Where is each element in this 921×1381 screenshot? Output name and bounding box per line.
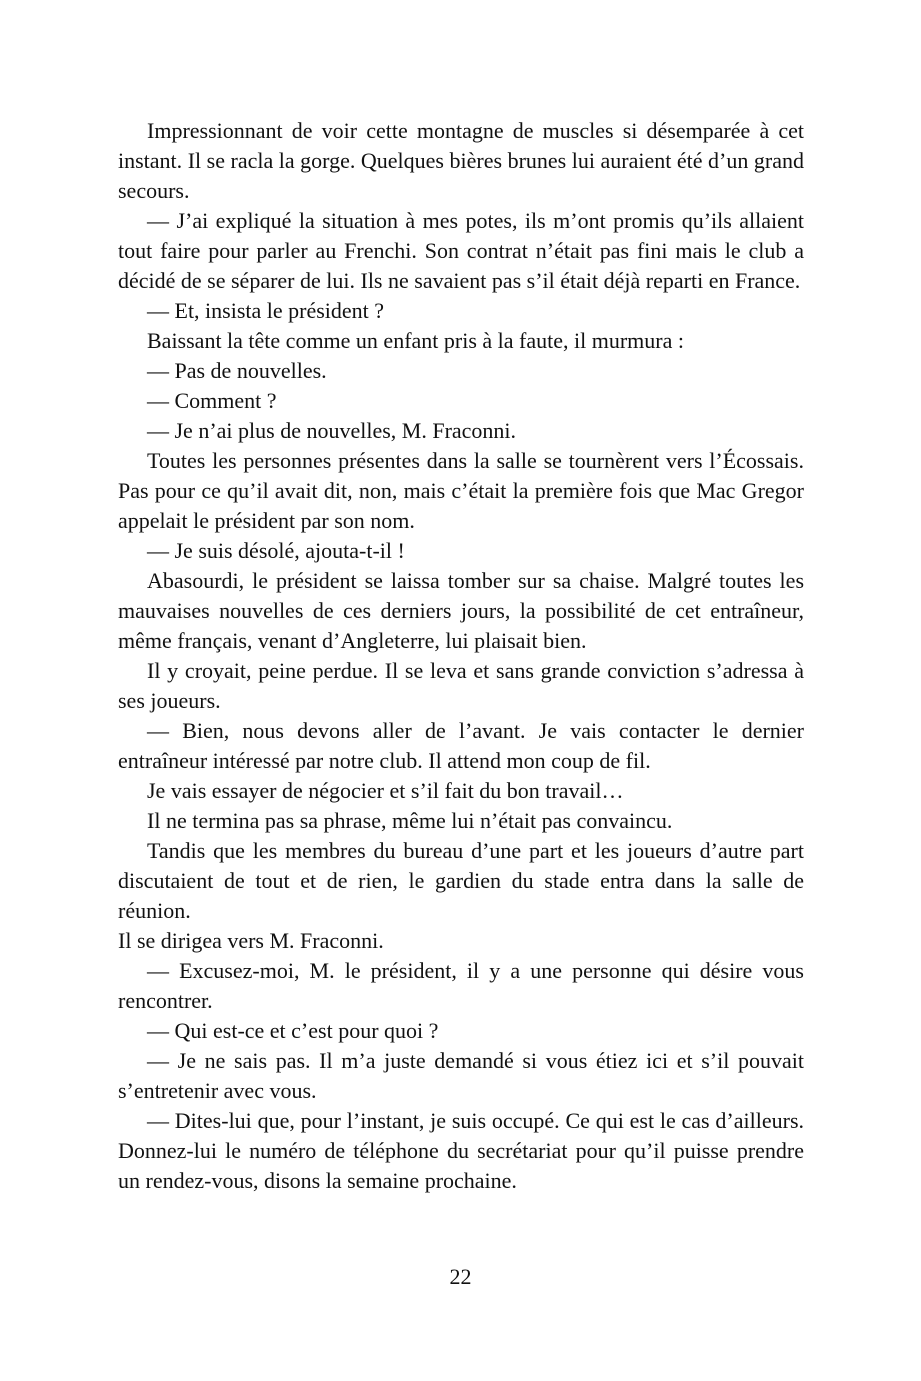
paragraph: Il se dirigea vers M. Fraconni.: [118, 928, 384, 953]
paragraph: — Qui est-ce et c’est pour quoi ?: [147, 1018, 439, 1043]
paragraph: Il ne termina pas sa phrase, même lui n’était pas convaincu.: [147, 808, 673, 833]
paragraph: Il y croyait, peine perdue. Il se leva et sans grande conviction s’adressa à ses joueurs.: [118, 658, 804, 713]
paragraph: — Bien, nous devons aller de l’avant. Je vais contacter le dernier entraîneur intéressé par notre club. Il attend mon coup de fil.: [118, 718, 804, 773]
paragraph: — Et, insista le président ?: [147, 298, 385, 323]
paragraph: Abasourdi, le président se laissa tomber sur sa chaise. Malgré toutes les mauvaises nouvelles de ces derniers jours, la possibilité de cet entraîneur, même français, venant d’Angleterre, lui plaisait bien.: [118, 568, 804, 653]
paragraph: Toutes les personnes présentes dans la salle se tournèrent vers l’Écossais. Pas pour ce qu’il avait dit, non, mais c’était la première fois que Mac Gregor appelait le président par son nom.: [118, 448, 804, 533]
paragraph: Tandis que les membres du bureau d’une part et les joueurs d’autre part discutaient de tout et de rien, le gardien du stade entra dans la salle de réunion.: [118, 838, 804, 923]
paragraph: — Excusez-moi, M. le président, il y a une personne qui désire vous rencontrer.: [118, 958, 804, 1013]
paragraph: — Pas de nouvelles.: [147, 358, 327, 383]
paragraph: — Dites-lui que, pour l’instant, je suis occupé. Ce qui est le cas d’ailleurs. Donnez-lui le numéro de téléphone du secrétariat pour qu’il puisse prendre un rendez-vous, disons la semaine prochaine.: [118, 1108, 804, 1193]
paragraph: — Je n’ai plus de nouvelles, M. Fraconni.: [147, 418, 517, 443]
body-text: [118, 116, 804, 1196]
paragraph: Baissant la tête comme un enfant pris à la faute, il murmura :: [147, 328, 684, 353]
paragraph: Impressionnant de voir cette montagne de muscles si désemparée à cet instant. Il se racla la gorge. Quelques bières brunes lui auraient été d’un grand secours.: [118, 118, 804, 203]
page-number: 22: [449, 1264, 472, 1289]
paragraph: — J’ai expliqué la situation à mes potes, ils m’ont promis qu’ils allaient tout faire pour parler au Frenchi. Son contrat n’était pas fini mais le club a décidé de se séparer de lui. Ils ne savaient pas s’il était déjà reparti en France.: [118, 208, 804, 293]
paragraph: — Je suis désolé, ajouta-t-il !: [147, 538, 405, 563]
paragraph: — Comment ?: [147, 388, 277, 413]
paragraph: — Je ne sais pas. Il m’a juste demandé si vous étiez ici et s’il pouvait s’entretenir avec vous.: [118, 1048, 804, 1103]
paragraph: Je vais essayer de négocier et s’il fait du bon travail…: [147, 778, 624, 803]
